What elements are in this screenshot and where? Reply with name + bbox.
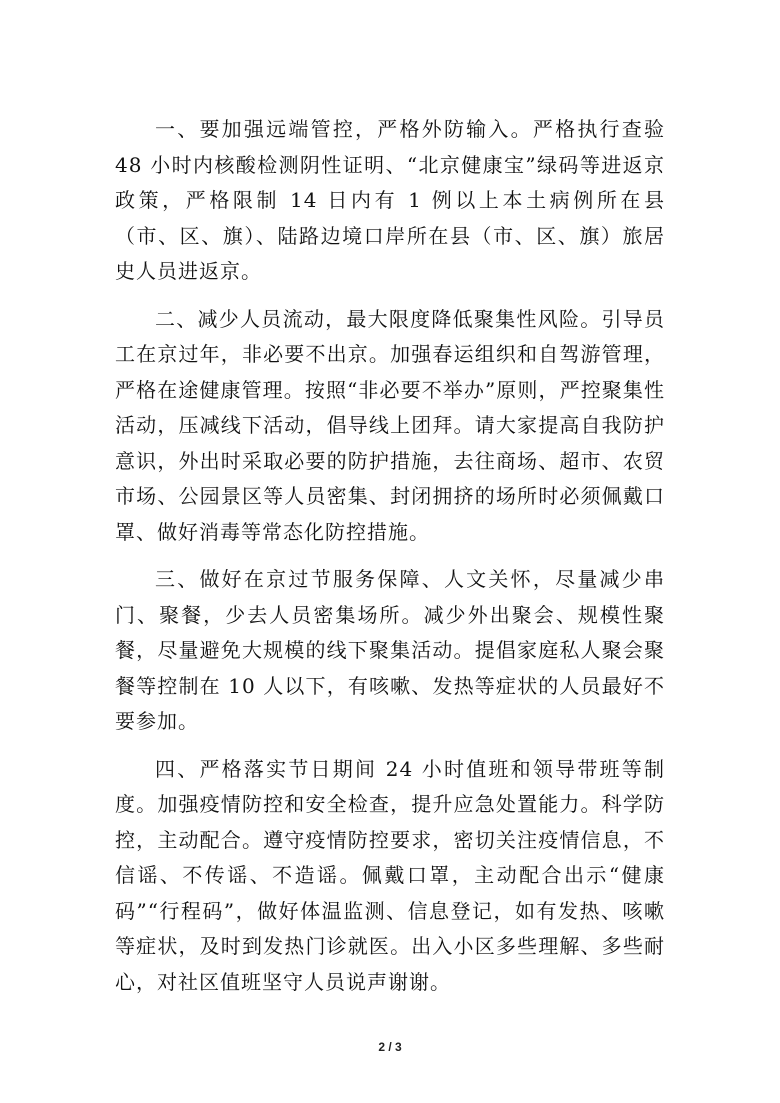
paragraph-3: 三、做好在京过节服务保障、人文关怀，尽量减少串门、聚餐，少去人员密集场所。减少外出聚会、规模性聚餐，尽量避免大规模的线下聚集活动。提倡家庭私人聚会聚餐等控制在 10 人以下，有咳嗽、发热等症状的人员最好不要参加。 [115,567,665,733]
paragraph-1: 一、要加强远端管控，严格外防输入。严格执行查验 48 小时内核酸检测阴性证明、“北京健康宝”绿码等进返京政策，严格限制 14 日内有 1 例以上本土病例所在县（市、区、旗）、陆路边境口岸所在县（市、区、旗）旅居史人员进返京。 [115,117,665,283]
paragraph-4: 四、严格落实节日期间 24 小时值班和领导带班等制度。加强疫情防控和安全检查，提升应急处置能力。科学防控，主动配合。遵守疫情防控要求，密切关注疫情信息，不信谣、不传谣、不造谣。佩戴口罩，主动配合出示“健康码”“行程码”，做好体温监测、信息登记，如有发热、咳嗽等症状，及时到发热门诊就医。出入小区多些理解、多些耐心，对社区值班坚守人员说声谢谢。 [115,756,665,994]
paragraph-2: 二、减少人员流动，最大限度降低聚集性风险。引导员工在京过年，非必要不出京。加强春运组织和自驾游管理，严格在途健康管理。按照“非必要不举办”原则，严控聚集性活动，压减线下活动，倡导线上团拜。请大家提高自我防护意识，外出时采取必要的防护措施，去往商场、超市、农贸市场、公园景区等人员密集、封闭拥挤的场所时必须佩戴口罩、做好消毒等常态化防控措施。 [115,306,665,544]
document-body [115,112,665,1012]
page-number: 2 / 3 [378,1040,402,1054]
